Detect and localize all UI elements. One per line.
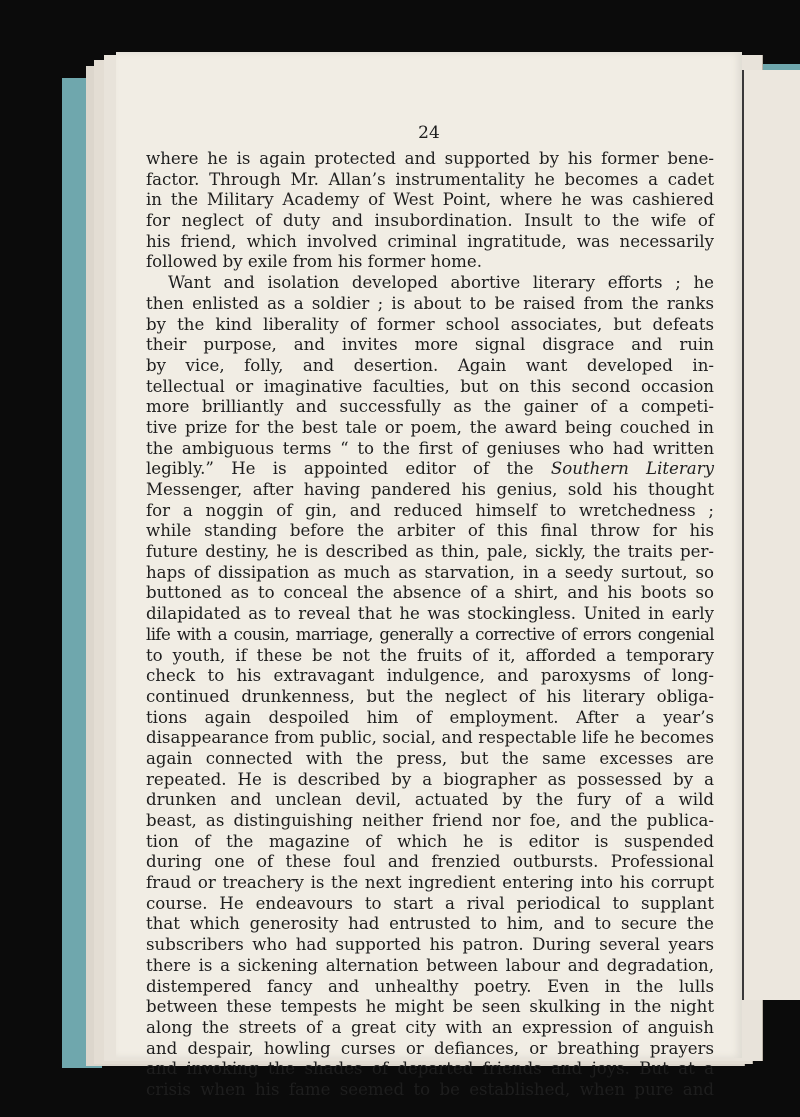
text-line: where he is again protected and supported by his former bene- (146, 149, 714, 168)
body-text (146, 149, 714, 1101)
text-line: followed by exile from his former home. (146, 252, 483, 272)
text-line: buttoned as to conceal the absence of a shirt, and his boots so (146, 583, 714, 603)
text-line: that which generosity had entrusted to him, and to secure the (146, 914, 714, 934)
facing-page-edge (742, 70, 800, 1000)
text-line: continued drunkenness, but the neglect of his literary obliga- (146, 686, 714, 706)
text-line: by vice, folly, and desertion. Again want developed in- (146, 355, 714, 375)
text-line: repeated. He is described by a biographer as possessed by a (146, 769, 714, 789)
text-line: while standing before the arbiter of this final throw for his (146, 521, 714, 541)
italic-title: Southern Literary (550, 459, 714, 479)
book-page (116, 52, 742, 1099)
text-line: course. He endeavours to start a rival periodical to supplant (146, 893, 714, 913)
text-line: check to his extravagant indulgence, and paroxysms of long- (146, 666, 714, 686)
text-line: future destiny, he is described as thin, pale, sickly, the traits per- (146, 542, 714, 562)
text-line: there is a sickening alternation between labour and degradation, (146, 955, 714, 975)
text-line: his friend, which involved criminal ingratitude, was necessarily (146, 231, 714, 251)
text-line: and invoking the shades of departed friends and joys. But at a (146, 1059, 714, 1079)
text-line: again connected with the press, but the same excesses are (146, 748, 714, 768)
text-line: during one of these foul and frenzied outbursts. Professional (146, 852, 714, 872)
text-line: for neglect of duty and insubordination. Insult to the wife of (146, 211, 714, 231)
text-line: in the Military Academy of West Point, where he was cashiered (146, 190, 714, 210)
text-line: their purpose, and invites more signal disgrace and ruin (146, 335, 714, 355)
text-line: beast, as distinguishing neither friend nor foe, and the publica- (146, 811, 714, 830)
text-line: crisis when his fame seemed to be established, when pure and (146, 1079, 714, 1099)
text-line: the ambiguous terms “ to the first of geniuses who had written (146, 438, 714, 458)
text-line: between these tempests he might be seen skulking in the night (146, 997, 714, 1017)
text-line: tions again despoiled him of employment. After a year’s (146, 707, 714, 727)
text-line: by the kind liberality of former school associates, but defeats (146, 314, 714, 334)
text-line: along the streets of a great city with an expression of anguish (146, 1017, 714, 1037)
text-line: life with a cousin, marriage, generally a corrective of errors congenial (146, 624, 714, 644)
text-line: legibly.” He is appointed editor of the (146, 459, 551, 479)
page-number: 24 (418, 123, 440, 143)
text-line: fraud or treachery is the next ingredient entering into his corrupt (146, 873, 714, 893)
text-line: and despair, howling curses or defiances, or breathing prayers (146, 1038, 714, 1058)
text-line: Want and isolation developed abortive literary efforts ; he (168, 273, 714, 293)
text-line: drunken and unclean devil, actuated by the fury of a wild (146, 790, 714, 810)
text-line: tive prize for the best tale or poem, the award being couched in (146, 417, 714, 437)
text-line: Messenger, after having pandered his genius, sold his thought (146, 480, 714, 499)
text-line-with-title (146, 459, 714, 480)
text-line: haps of dissipation as much as starvation, in a seedy surtout, so (146, 562, 714, 582)
text-line: to youth, if these be not the fruits of it, afforded a temporary (146, 645, 714, 665)
text-line: then enlisted as a soldier ; is about to be raised from the ranks (146, 293, 714, 313)
text-line: distempered fancy and unhealthy poetry. Even in the lulls (146, 976, 714, 996)
text-line: factor. Through Mr. Allan’s instrumentality he becomes a cadet (146, 169, 714, 189)
text-line: tellectual or imaginative faculties, but on this second occasion (146, 376, 714, 396)
text-line: dilapidated as to reveal that he was stockingless. United in early (146, 604, 714, 624)
text-line: for a noggin of gin, and reduced himself to wretchedness ; (146, 500, 714, 520)
text-line: subscribers who had supported his patron. During several years (146, 935, 714, 955)
text-line: more brilliantly and successfully as the gainer of a competi- (146, 397, 714, 417)
text-line: disappearance from public, social, and respectable life he becomes (146, 728, 714, 748)
text-line: tion of the magazine of which he is editor is suspended (146, 831, 714, 851)
